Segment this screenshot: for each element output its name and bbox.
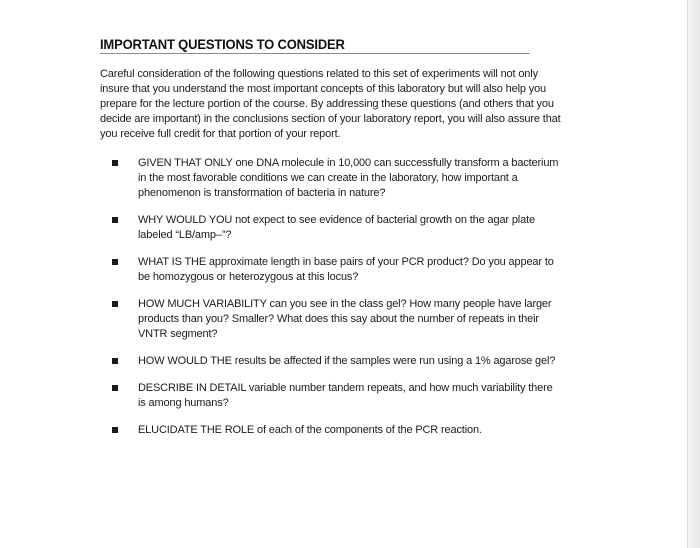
question-text: HOW MUCH VARIABILITY can you see in the class gel? How many people have larger products than you? Smaller? What does this say about the number of repeats in their VNTR segment? [138, 298, 552, 340]
question-text: WHY WOULD YOU not expect to see evidence of bacterial growth on the agar plate labeled “LB/amp–”? [138, 214, 535, 241]
section-heading: IMPORTANT QUESTIONS TO CONSIDER [100, 36, 530, 54]
document-page [100, 36, 570, 450]
bullet-icon [112, 301, 118, 307]
intro-paragraph: Careful consideration of the following questions related to this set of experiments will not only insure that you understand the most important concepts of this laboratory but will also help you prepare for the lecture portion of the course. By addressing these questions (and others that you decide are important) in the conclusions section of your laboratory report, you will also assure that you receive full credit for that portion of your report. [100, 68, 561, 140]
list-item [100, 255, 562, 285]
bullet-icon [112, 217, 118, 223]
list-item [100, 381, 562, 411]
question-text: DESCRIBE IN DETAIL variable number tandem repeats, and how much variability there is among humans? [138, 382, 553, 409]
bullet-icon [112, 385, 118, 391]
bullet-icon [112, 358, 118, 364]
bullet-icon [112, 427, 118, 433]
question-text: HOW WOULD THE results be affected if the samples were run using a 1% agarose gel? [138, 355, 556, 367]
question-text: ELUCIDATE THE ROLE of each of the components of the PCR reaction. [138, 424, 482, 436]
page-edge [687, 0, 700, 548]
list-item [100, 354, 562, 369]
list-item [100, 213, 562, 243]
bullet-icon [112, 259, 118, 265]
question-list [100, 156, 570, 438]
question-text: WHAT IS THE approximate length in base pairs of your PCR product? Do you appear to be homozygous or heterozygous at this locus? [138, 256, 554, 283]
list-item [100, 297, 562, 342]
question-text: GIVEN THAT ONLY one DNA molecule in 10,000 can successfully transform a bacterium in the most favorable conditions we can create in the laboratory, how important a phenomenon is transformation of bacteria in nature? [138, 157, 559, 199]
list-item [100, 423, 562, 438]
bullet-icon [112, 160, 118, 166]
list-item [100, 156, 562, 201]
